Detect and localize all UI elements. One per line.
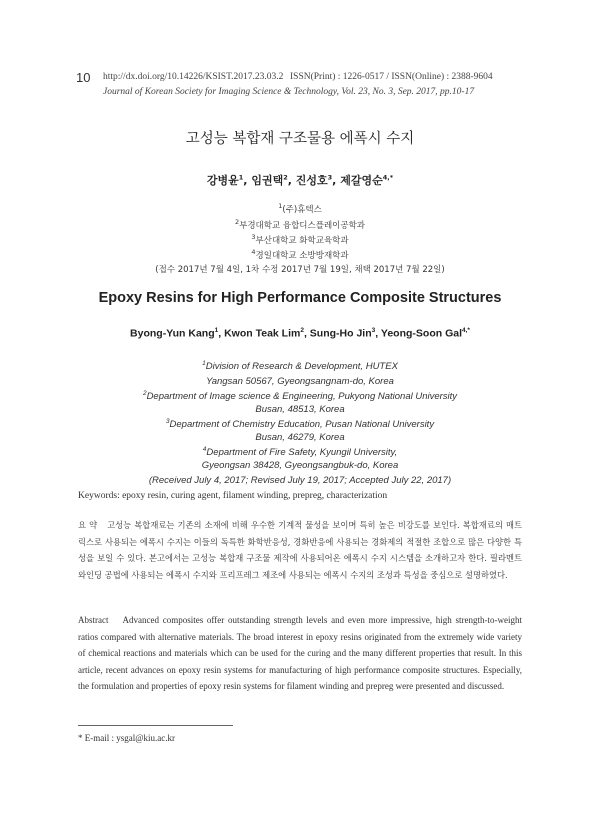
aff-sup: 4 [251, 248, 256, 256]
author-name: Sung-Ho Jin [309, 327, 372, 340]
author-sup: 3 [327, 173, 333, 182]
korean-abstract-label: 요 약 [78, 520, 98, 530]
korean-affiliation [0, 233, 600, 246]
aff-sup: 1 [202, 360, 206, 367]
aff-sup: 2 [142, 390, 147, 397]
author-name: 강병윤 [206, 174, 239, 187]
korean-affiliation [0, 248, 600, 261]
english-affiliation [0, 446, 600, 458]
keywords [78, 491, 387, 501]
korean-authors: 강병윤$^1$, 임권택$^2$, 진성호$^3$, 제갈영순$^{4,*}$ [206, 173, 394, 187]
english-title: Epoxy Resins for High Performance Composite Structures [98, 290, 502, 306]
keywords-label: Keywords [78, 491, 118, 501]
aff-sup: 1 [278, 202, 283, 210]
korean-received-dates: (접수 2017년 7월 4일, 1차 수정 2017년 7월 19일, 채택 2017년 7월 22일) [155, 265, 445, 275]
aff-line: Division of Research & Development, HUTEX [205, 361, 398, 373]
english-abstract [78, 612, 522, 695]
aff-sup: 3 [251, 233, 256, 241]
aff-sup: 3 [165, 418, 170, 425]
author-name: 제갈영순 [340, 174, 383, 187]
author-sup: 3 [371, 327, 376, 334]
korean-affiliation [0, 218, 600, 231]
english-affiliation [0, 418, 600, 430]
author-name: 임권택 [251, 174, 284, 187]
footnote-divider [78, 725, 233, 726]
aff-text: 부경대학교 융합디스플레이공학과 [239, 220, 365, 231]
english-abstract-text: Advanced composites offer outstanding strength levels and even more impressive, high strength-to-weight ratios compared with alternative materials. The broad interest in epoxy resins originated from the extremely wide variety of chemical reactions and materials which can be used for the curing and the many different properties that result. In this article, recent advances on epoxy resin systems for manufacturing of high performance composite structures. Especially, the formulation and properties of epoxy resin systems for filament winding and prepreg were presented and discussed. [78, 615, 522, 692]
aff-sup: 2 [234, 218, 240, 226]
korean-title: 고성능 복합재 구조물용 에폭시 수지 [185, 131, 415, 147]
issn-info: ISSN(Print) : 1226-0517 / ISSN(Online) : 2388-9604 [290, 72, 493, 82]
english-affiliation-line2: Busan, 46279, Korea [255, 432, 345, 443]
english-received-dates: (Received July 4, 2017; Revised July 19, 2017; Accepted July 22, 2017) [148, 475, 452, 486]
keywords-text: : epoxy resin, curing agent, filament winding, prepreg, characterization [117, 491, 388, 501]
aff-line: Department of Image science & Engineering, Pukyong National University [146, 391, 458, 403]
english-abstract-label: Abstract [78, 615, 109, 625]
author-sup: 1 [238, 173, 244, 182]
aff-text: (주)휴텍스 [282, 204, 322, 215]
english-affiliation-line2: Gyeongsan 38428, Gyeongsangbuk-do, Korea [201, 460, 399, 471]
author-name: Kwon Teak Lim [224, 327, 301, 340]
author-name: Yeong-Soon Gal [380, 327, 462, 340]
korean-abstract [78, 517, 522, 583]
author-name: Byong-Yun Kang [130, 327, 215, 340]
english-affiliation-line2: Yangsan 50567, Gyeongsangnam-do, Korea [206, 376, 394, 387]
page-number: 10 [76, 70, 91, 85]
author-sup: 4,* [382, 173, 394, 182]
journal-citation: Journal of Korean Society for Imaging Science & Technology, Vol. 23, No. 3, Sep. 2017, pp.10-17 [103, 87, 475, 97]
english-authors: Byong-Yun Kang$^1$, Kwon Teak Lim$^2$, Sung-Ho Jin$^3$, Yeong-Soon Gal$^{4,*}$ [130, 327, 470, 340]
english-affiliation [0, 390, 600, 402]
footnote-email: * E-mail : ysgal@kiu.ac.kr [78, 733, 176, 743]
aff-text: 경일대학교 소방방재학과 [255, 250, 349, 261]
author-sup: 2 [300, 327, 304, 334]
korean-affiliation [0, 202, 600, 215]
aff-sup: 4 [202, 446, 207, 453]
english-affiliation-line2: Busan, 48513, Korea [255, 404, 345, 415]
doi-link[interactable]: http://dx.doi.org/10.14226/KSIST.2017.23.03.2 [103, 72, 284, 82]
author-sup: 4,* [462, 327, 470, 334]
author-sup: 2 [283, 173, 288, 182]
english-affiliation [0, 360, 600, 372]
korean-abstract-text: 고성능 복합재료는 기존의 소재에 비해 우수한 기계적 물성을 보이며 특히 높은 비강도를 보인다. 복합재료의 매트릭스로 사용되는 에폭시 수지는 이들의 독특한 화학반응성, 경화반응에 사용되는 경화제의 적절한 조합으로 많은 다양한 특성을 보일 수 있다. 본고에서는 고성능 복합재 구조물 제작에 사용되어온 에폭시 수지 시스템을 소개하고자 한다. 필라멘트 와인딩 공법에 사용되는 에폭시 수지와 프리프레그 제조에 사용되는 에폭시 수지의 조성과 특성을 중심으로 설명하였다. [78, 520, 522, 580]
author-name: 진성호 [295, 174, 328, 187]
aff-line: Department of Fire Safety, Kyungil University, [206, 447, 398, 459]
aff-line: Department of Chemistry Education, Pusan National University [169, 419, 435, 431]
aff-text: 부산대학교 화학교육학과 [255, 235, 349, 246]
author-sup: 1 [214, 327, 219, 334]
